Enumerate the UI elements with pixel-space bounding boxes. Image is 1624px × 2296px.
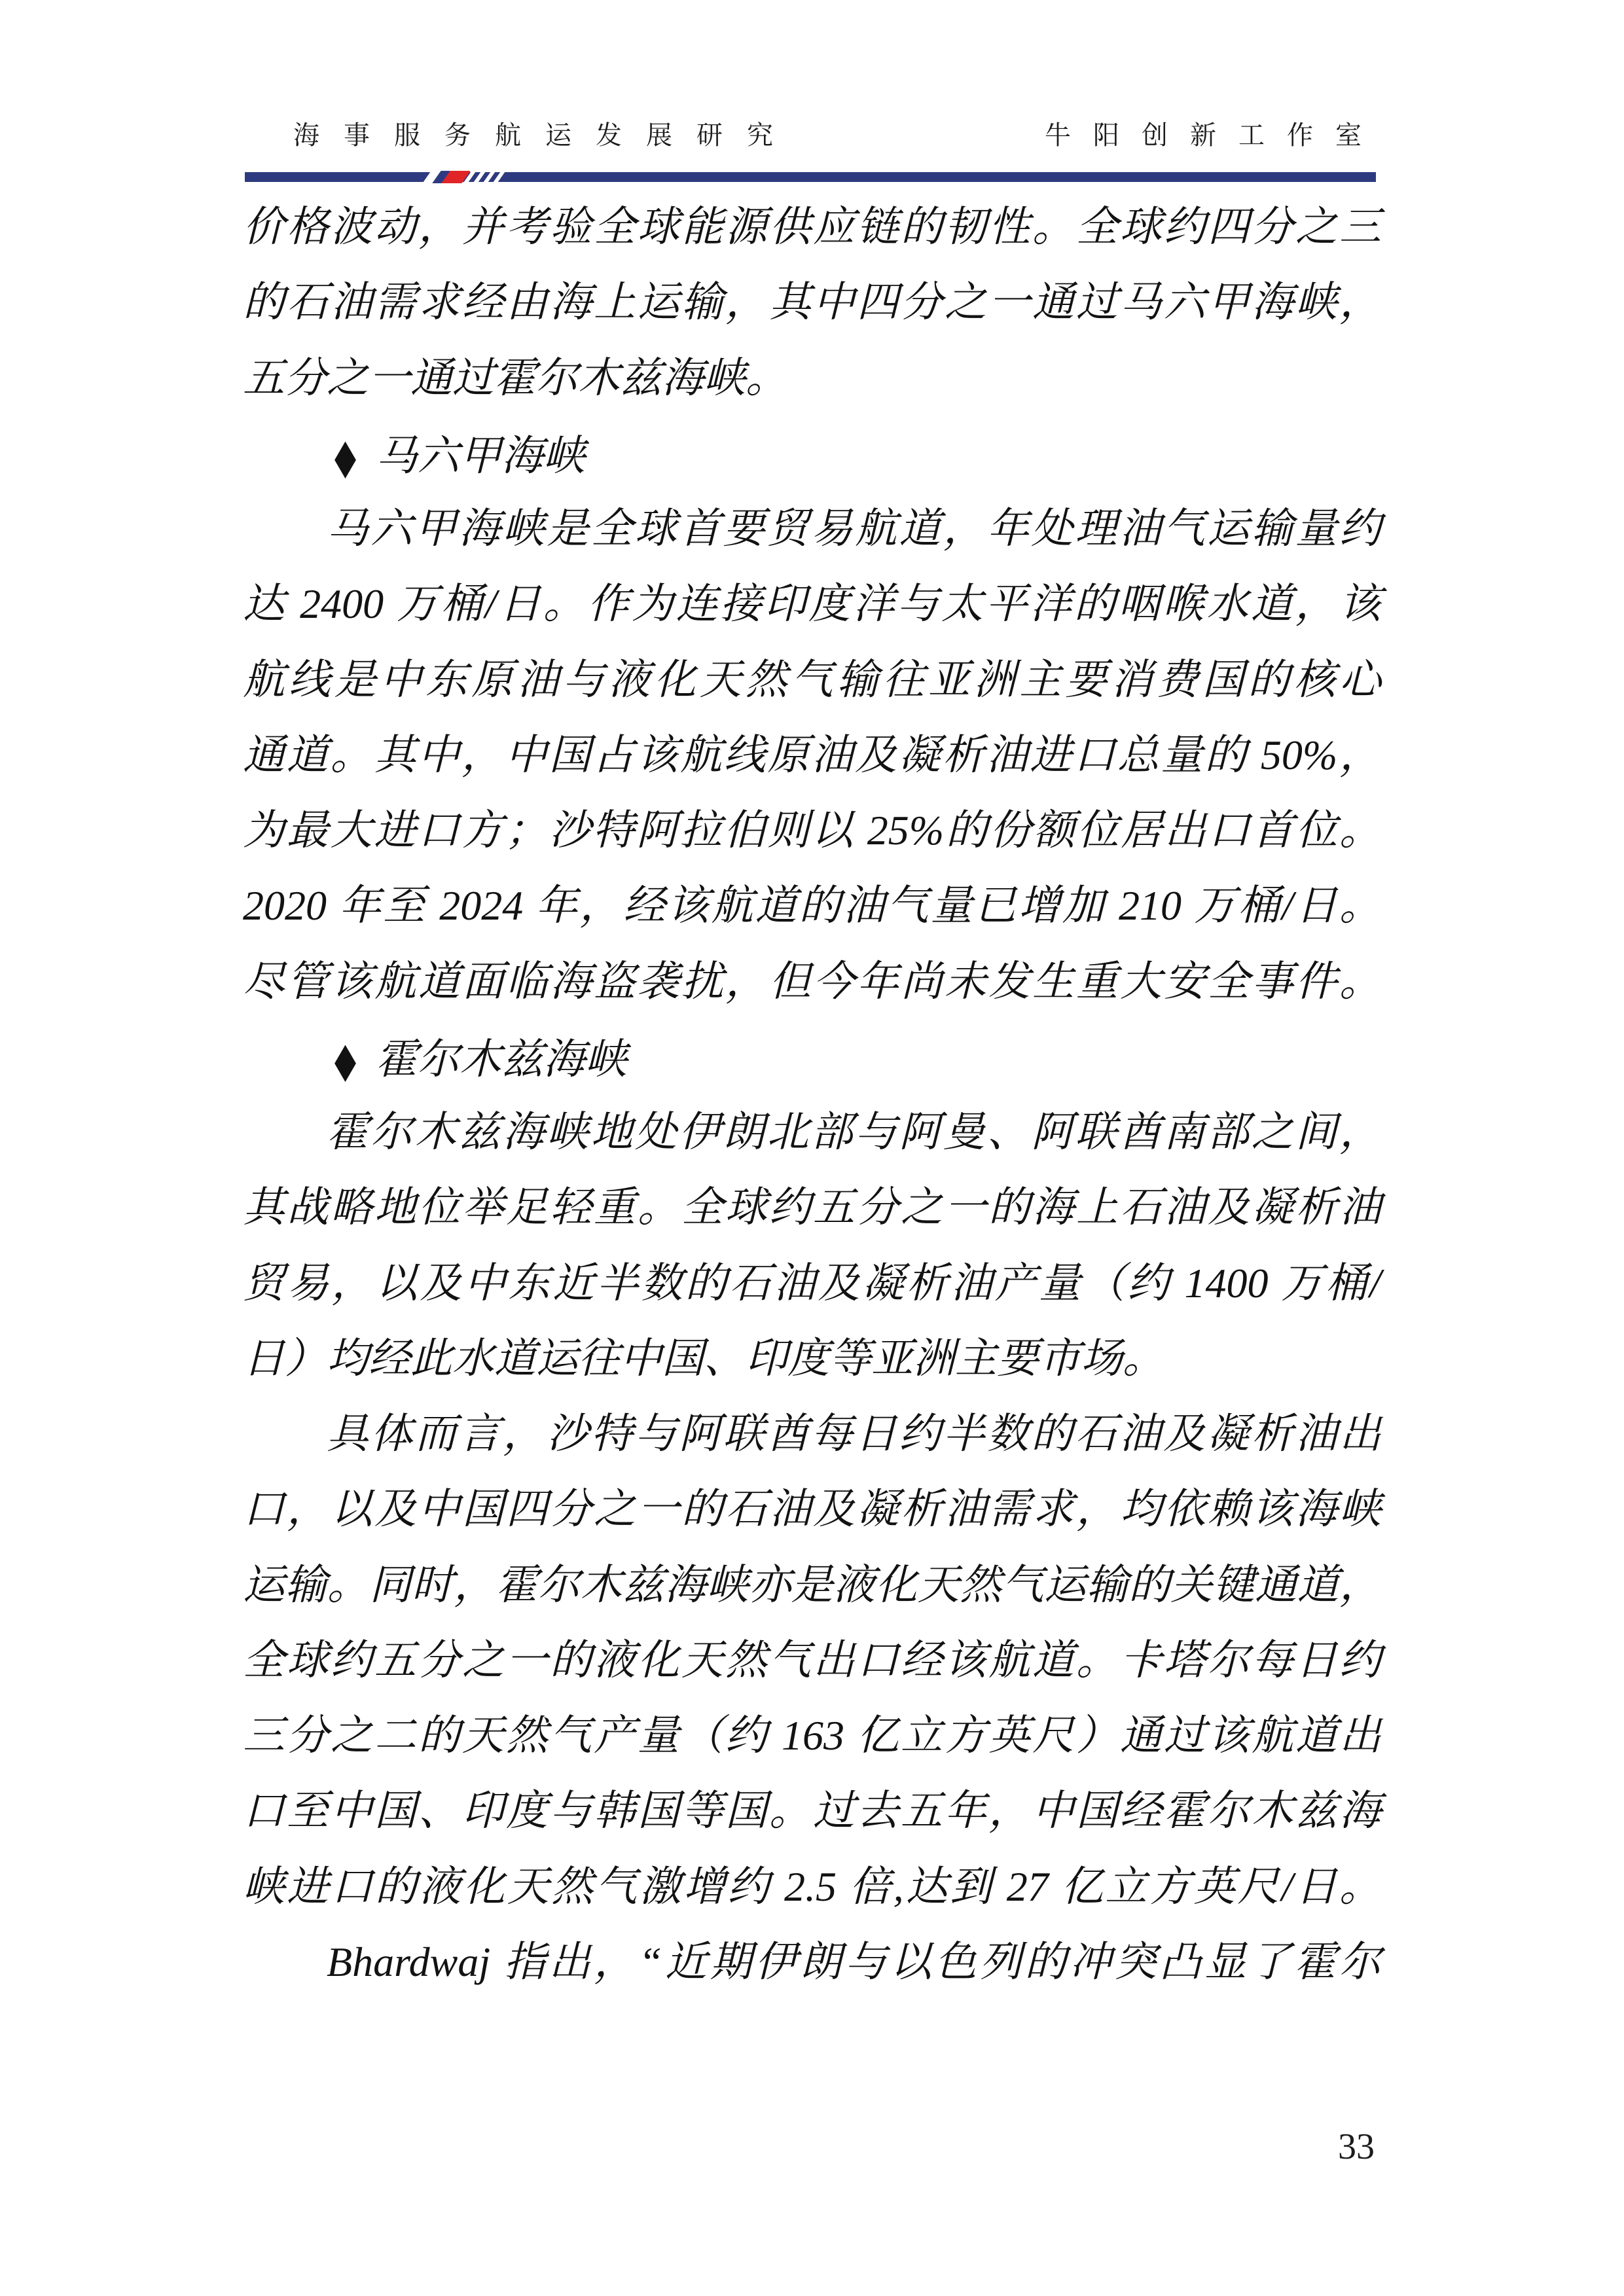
header-right-title: 牛阳创新工作室 (1045, 120, 1384, 150)
header-left-title: 海事服务航运发展研究 (293, 120, 797, 150)
body-line: 的石油需求经由海上运输，其中四分之一通过马六甲海峡， (243, 279, 1381, 325)
body-line: 运输。同时，霍尔木兹海峡亦是液化天然气运输的关键通道， (243, 1562, 1381, 1608)
body-line: 达 2400 万桶/日。作为连接印度洋与太平洋的咽喉水道，该 (243, 581, 1381, 627)
body-line: 航线是中东原油与液化天然气输往亚洲主要消费国的核心 (243, 656, 1381, 703)
body-line: 具体而言，沙特与阿联酋每日约半数的石油及凝析油出 (327, 1410, 1381, 1457)
body-line: 尽管该航道面临海盗袭扰，但今年尚未发生重大安全事件。 (243, 958, 1381, 1005)
divider-bar (245, 172, 1376, 182)
body-line: 其战略地位举足轻重。全球约五分之一的海上石油及凝析油 (243, 1184, 1381, 1230)
body-line: 贸易，以及中东近半数的石油及凝析油产量（约 1400 万桶/ (243, 1260, 1381, 1306)
body-line: Bhardwaj 指出，“近期伊朗与以色列的冲突凸显了霍尔 (327, 1939, 1381, 1985)
body-line: 价格波动，并考验全球能源供应链的韧性。全球约四分之三 (243, 204, 1381, 250)
body-line: 三分之二的天然气产量（约 163 亿立方英尺）通过该航道出 (243, 1712, 1381, 1759)
section-bullet-malacca (327, 429, 585, 485)
body-line: 全球约五分之一的液化天然气出口经该航道。卡塔尔每日约 (243, 1637, 1381, 1683)
body-line: 霍尔木兹海峡地处伊朗北部与阿曼、阿联酋南部之间， (327, 1109, 1381, 1155)
diamond-bullet-icon: ◆ (334, 430, 356, 484)
body-line: 马六甲海峡是全球首要贸易航道，年处理油气运输量约 (327, 505, 1381, 552)
body-line: 日）均经此水道运往中国、印度等亚洲主要市场。 (243, 1335, 1164, 1382)
section-title: 马六甲海峡 (375, 433, 585, 479)
diamond-bullet-icon: ◆ (334, 1033, 356, 1087)
section-bullet-hormuz (327, 1033, 627, 1088)
body-line: 为最大进口方；沙特阿拉伯则以 25%的份额位居出口首位。 (243, 807, 1381, 853)
body-line: 通道。其中，中国占该航线原油及凝析油进口总量的 50%， (243, 732, 1381, 778)
body-line: 峡进口的液化天然气激增约 2.5 倍,达到 27 亿立方英尺/日。 (243, 1863, 1381, 1910)
body-line: 口至中国、印度与韩国等国。过去五年，中国经霍尔木兹海 (243, 1787, 1381, 1834)
body-line: 2020 年至 2024 年，经该航道的油气量已增加 210 万桶/日。 (243, 882, 1381, 929)
body-line: 五分之一通过霍尔木兹海峡。 (243, 355, 787, 401)
page-number: 33 (1338, 2126, 1375, 2167)
section-title: 霍尔木兹海峡 (375, 1036, 627, 1083)
body-line: 口，以及中国四分之一的石油及凝析油需求，均依赖该海峡 (243, 1486, 1381, 1532)
